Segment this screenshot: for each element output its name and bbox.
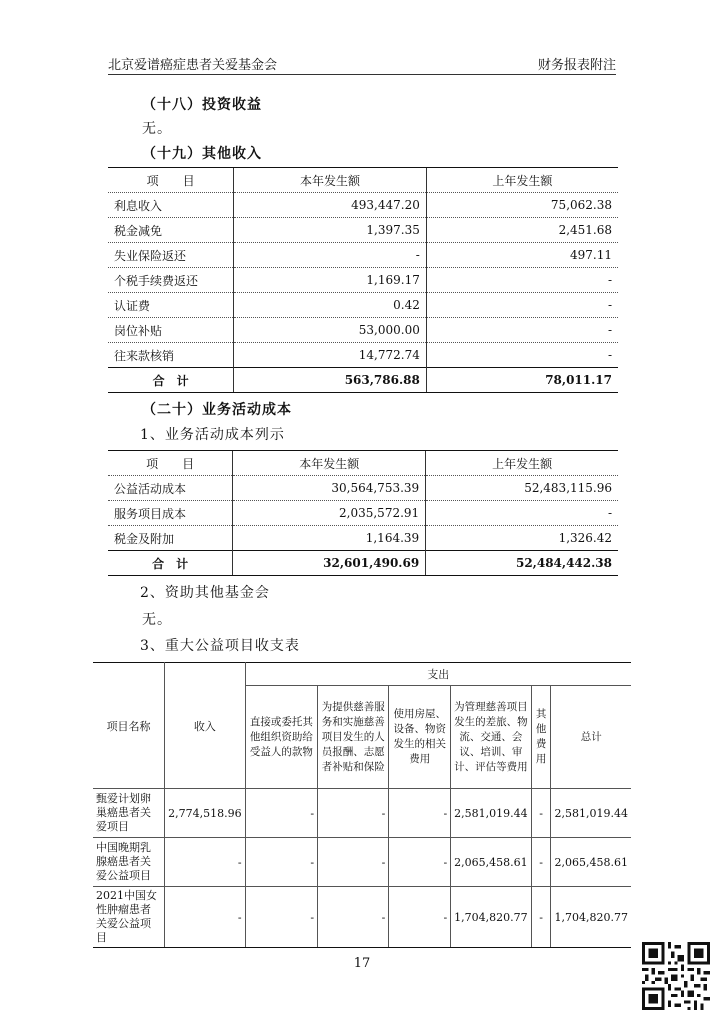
expense-value: 2,581,019.44 [451,789,531,838]
table-row [93,887,631,948]
prior-year-value: 52,483,115.96 [426,476,618,501]
table-row [108,268,618,293]
major-project-table [93,662,631,948]
table-header-row [108,168,618,193]
column-header: 项 目 [108,451,233,476]
other-income-table [108,167,618,393]
project-name: 中国晚期乳腺癌患者关爱公益项目 [93,838,165,887]
subheader-facilities: 使用房屋、设备、物资发生的相关费用 [389,686,451,789]
table-row [108,218,618,243]
section-20-title: （二十）业务活动成本 [142,402,292,418]
qr-code-icon [642,942,710,1010]
page-number: 17 [353,956,371,971]
expense-total: 2,581,019.44 [551,789,631,838]
current-year-value: 0.42 [234,293,427,318]
expense-value: - [245,887,317,948]
header-org-name: 北京爱谱癌症患者关爱基金会 [108,58,278,73]
subheader-personnel: 为提供慈善服务和实施慈善项目发生的人员报酬、志愿者补贴和保险 [318,686,389,789]
expense-value: - [531,789,551,838]
row-label: 往来款核销 [108,343,234,368]
table-row [108,476,618,501]
table-row [108,293,618,318]
current-year-value: 53,000.00 [234,318,427,343]
activity-cost-table [108,450,618,576]
section-20-sub2: 2、资助其他基金会 [140,585,270,601]
table-row [108,243,618,268]
income-value: 2,774,518.96 [165,789,245,838]
income-value: - [165,887,245,948]
column-header: 项 目 [108,168,234,193]
expense-value: - [389,789,451,838]
column-header: 上年发生额 [426,168,618,193]
prior-year-value: 2,451.68 [426,218,618,243]
table-row [108,526,618,551]
row-label: 岗位补贴 [108,318,234,343]
prior-year-value: - [426,318,618,343]
expense-value: - [318,789,389,838]
expense-value: - [245,789,317,838]
expense-value: - [531,887,551,948]
column-header-income: 收入 [165,663,245,789]
expense-total: 1,704,820.77 [551,887,631,948]
income-value: - [165,838,245,887]
table-row [93,838,631,887]
total-current-year: 32,601,490.69 [233,551,426,576]
expense-total: 2,065,458.61 [551,838,631,887]
table-row [108,193,618,218]
expense-value: - [318,838,389,887]
column-header-expense: 支出 [245,663,631,686]
subheader-other: 其他费用 [531,686,551,789]
row-label: 利息收入 [108,193,234,218]
row-label: 税金及附加 [108,526,233,551]
table-row [108,501,618,526]
table-header-row [93,663,631,686]
total-label: 合 计 [108,368,234,393]
row-label: 服务项目成本 [108,501,233,526]
total-prior-year: 78,011.17 [426,368,618,393]
expense-value: - [245,838,317,887]
subheader-direct-aid: 直接或委托其他组织资助给受益人的款物 [245,686,317,789]
row-label: 失业保险返还 [108,243,234,268]
column-header: 上年发生额 [426,451,618,476]
expense-value: 1,704,820.77 [451,887,531,948]
column-header-project-name: 项目名称 [93,663,165,789]
current-year-value: 1,164.39 [233,526,426,551]
current-year-value: 2,035,572.91 [233,501,426,526]
prior-year-value: - [426,268,618,293]
current-year-value: 14,772.74 [234,343,427,368]
section-20-sub1: 1、业务活动成本列示 [140,427,285,443]
table-row [108,318,618,343]
prior-year-value: - [426,501,618,526]
prior-year-value: 1,326.42 [426,526,618,551]
expense-value: - [389,838,451,887]
prior-year-value: 75,062.38 [426,193,618,218]
table-total-row [108,551,618,576]
section-19-title: （十九）其他收入 [142,146,262,162]
total-label: 合 计 [108,551,233,576]
subheader-total: 总计 [551,686,631,789]
table-row [108,343,618,368]
section-20-sub2-body: 无。 [142,612,172,628]
column-header: 本年发生额 [233,451,426,476]
prior-year-value: - [426,343,618,368]
table-header-row [108,451,618,476]
expense-value: - [318,887,389,948]
current-year-value: 493,447.20 [234,193,427,218]
current-year-value: 30,564,753.39 [233,476,426,501]
total-current-year: 563,786.88 [234,368,427,393]
expense-value: - [389,887,451,948]
header-section-name: 财务报表附注 [537,58,616,73]
table-row [93,789,631,838]
expense-value: - [531,838,551,887]
column-header: 本年发生额 [234,168,427,193]
row-label: 税金减免 [108,218,234,243]
prior-year-value: - [426,293,618,318]
section-18-body: 无。 [142,121,172,137]
page-header [108,52,616,75]
row-label: 认证费 [108,293,234,318]
subheader-management: 为管理慈善项目发生的差旅、物流、交通、会议、培训、审计、评估等费用 [451,686,531,789]
current-year-value: 1,169.17 [234,268,427,293]
current-year-value: 1,397.35 [234,218,427,243]
row-label: 个税手续费返还 [108,268,234,293]
expense-value: 2,065,458.61 [451,838,531,887]
current-year-value: - [234,243,427,268]
total-prior-year: 52,484,442.38 [426,551,618,576]
prior-year-value: 497.11 [426,243,618,268]
project-name: 2021中国女性肿瘤患者关爱公益项目 [93,887,165,948]
row-label: 公益活动成本 [108,476,233,501]
table-total-row [108,368,618,393]
section-20-sub3: 3、重大公益项目收支表 [140,638,300,654]
section-18-title: （十八）投资收益 [142,97,262,113]
project-name: 甄爱计划卵巢癌患者关爱项目 [93,789,165,838]
